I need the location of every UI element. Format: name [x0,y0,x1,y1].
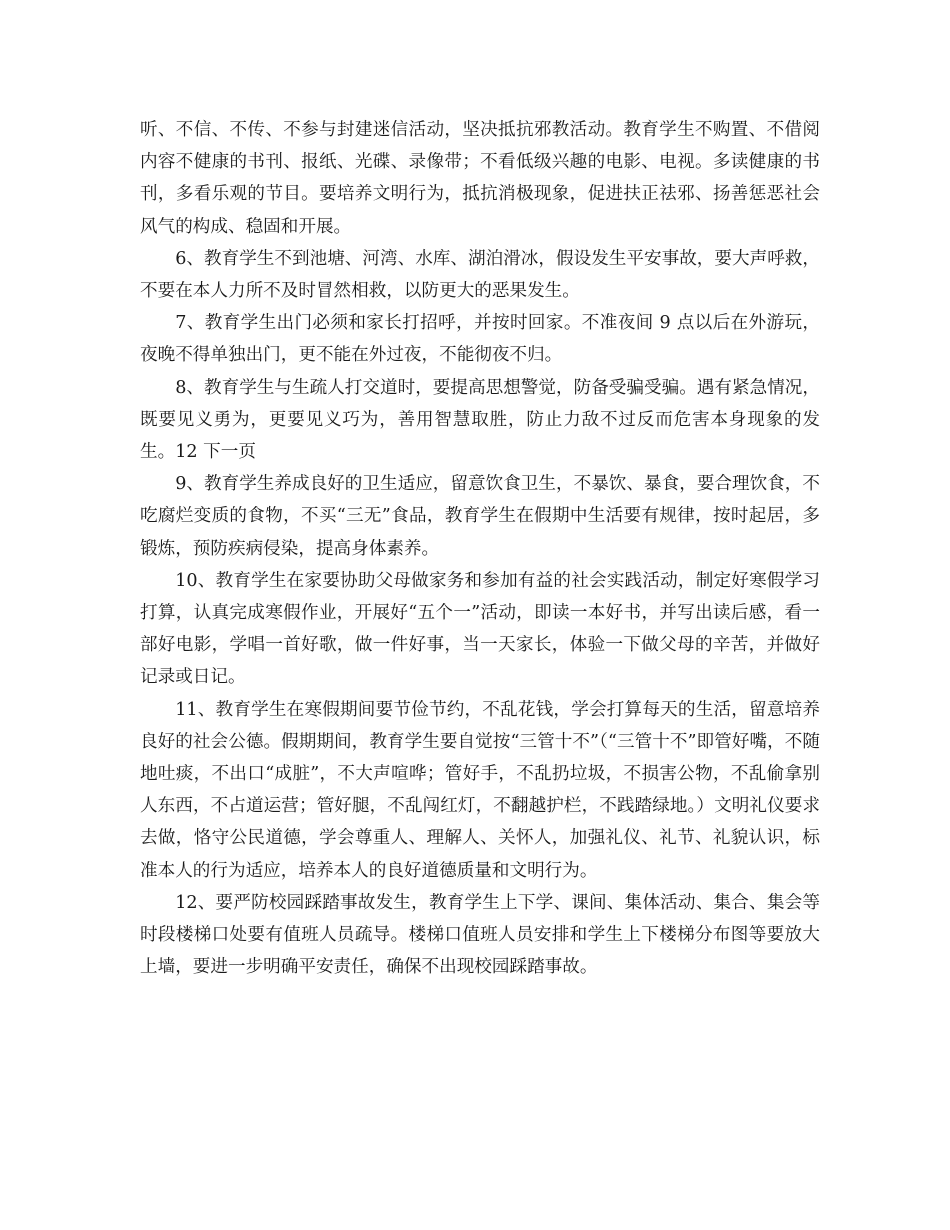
paragraph-item-9: 9、教育学生养成良好的卫生适应，留意饮食卫生，不暴饮、暴食，要合理饮食，不吃腐烂变质的食物，不买“三无”食品，教育学生在假期中生活要有规律，按时起居，多锻炼，预防疾病侵染，提高身体素养。 [140,474,820,559]
paragraph-item-10: 10、教育学生在家要协助父母做家务和参加有益的社会实践活动，制定好寒假学习打算，认真完成寒假作业，开展好“五个一”活动，即读一本好书，并写出读后感，看一部好电影，学唱一首好歌，做一件好事，当一天家长，体验一下做父母的辛苦，并做好记录或日记。 [140,570,820,688]
paragraph-item-12: 12、要严防校园踩踏事故发生，教育学生上下学、课间、集体活动、集合、集会等时段楼梯口处要有值班人员疏导。楼梯口值班人员安排和学生上下楼梯分布图等要放大上墙，要进一步明确平安责任，确保不出现校园踩踏事故。 [140,892,820,978]
document-body [140,114,820,983]
paragraph-item-8: 8、教育学生与生疏人打交道时，要提高思想警觉，防备受骗受骗。遇有紧急情况，既要见义勇为，更要见义巧为，善用智慧取胜，防止力敌不过反而危害本身现象的发生。12 下一页 [140,377,820,463]
paragraph-item-11: 11、教育学生在寒假期间要节俭节约，不乱花钱，学会打算每天的生活，留意培养良好的社会公德。假期期间，教育学生要自觉按“三管十不”（“三管十不”即管好嘴，不随地吐痰，不出口“成脏”，不大声喧哗；管好手，不乱扔垃圾，不损害公物，不乱偷拿别人东西，不占道运营；管好腿，不乱闯红灯，不翻越护栏，不践踏绿地。）文明礼仪要求去做，恪守公民道德，学会尊重人、理解人、关怀人，加强礼仪、礼节、礼貌认识，标准本人的行为适应，培养本人的良好道德质量和文明行为。 [140,699,820,881]
paragraph-item-7: 7、教育学生出门必须和家长打招呼，并按时回家。不准夜间 9 点以后在外游玩，夜晚不得单独出门，更不能在外过夜，不能彻夜不归。 [140,313,820,366]
paragraph-item-6: 6、教育学生不到池塘、河湾、水库、湖泊滑冰，假设发生平安事故，要大声呼救，不要在本人力所不及时冒然相救，以防更大的恶果发生。 [140,248,820,302]
paragraph-continued: 听、不信、不传、不参与封建迷信活动，坚决抵抗邪教活动。教育学生不购置、不借阅内容不健康的书刊、报纸、光碟、录像带；不看低级兴趣的电影、电视。多读健康的书刊，多看乐观的节目。要培养文明行为，抵抗消极现象，促进扶正祛邪、扬善惩恶社会风气的构成、稳固和开展。 [140,120,820,237]
